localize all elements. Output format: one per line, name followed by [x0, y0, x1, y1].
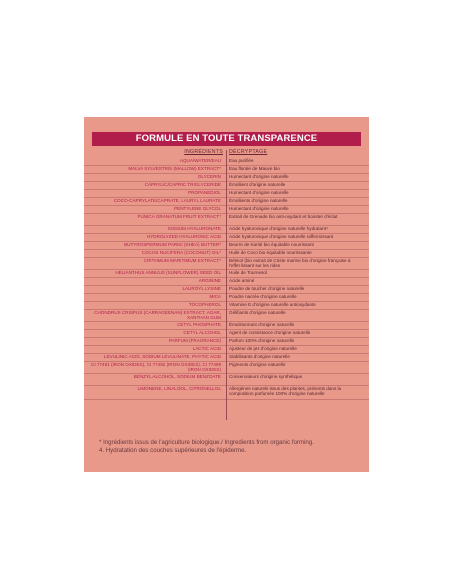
ingredient-name: CETYL ALCOHOL: [183, 329, 221, 335]
ingredient-description: Huile de Tournesol: [229, 269, 267, 275]
ingredient-description: Humectant d'origine naturelle: [229, 205, 289, 211]
ingredient-name: AQUA/WATER/EAU: [179, 157, 221, 163]
ingredient-description: Ajusteur de pH d'origine naturelle: [229, 345, 297, 351]
panel-title: FORMULE EN TOUTE TRANSPARENCE: [92, 132, 361, 146]
ingredient-description: Bétinol (bio extrait de Criste marine bio d'origine française à l'effet lissant sur les rides: [229, 257, 351, 268]
ingredient-description: Émollient d'origine naturelle: [229, 181, 286, 187]
ingredient-name: ARGININE: [198, 277, 221, 283]
ingredient-description: Humectant d'origine naturelle: [229, 173, 289, 179]
ingredient-name: PROPANEDIOL: [188, 189, 221, 195]
ingredient-name: MALVA SYLVESTRIS (MALLOW) EXTRACT*: [128, 165, 221, 171]
ingredient-name: BUTYROSPERMUM PARKII (SHEA) BUTTER*: [124, 241, 221, 247]
ingredient-name: HELIANTHUS ANNUUS (SUNFLOWER) SEED OIL: [115, 269, 221, 275]
ingredient-description: Eau florale de Mauve bio: [229, 165, 280, 171]
ingredient-description: Beurre de Karité bio équitable nourrissant: [229, 241, 314, 247]
ingredient-name: LIMONENE, LINALOOL, CITRONELLOL: [137, 385, 221, 391]
table-row: [84, 385, 369, 400]
ingredient-description: Huile de Coco bio équitable nourrissante: [229, 249, 312, 255]
ingredient-name: CI 77491 (IRON OXIDES), CI 77492 (IRON OXIDES), CI 77499 (IRON OXIDES): [91, 361, 221, 372]
ingredient-name: SODIUM HYALURONATE: [167, 225, 221, 231]
ingredient-name: LACTIC ACID: [192, 345, 221, 351]
ingredient-name: PARFUM (FRAGRANCE): [168, 337, 221, 343]
ingredient-description: Vitamine E d'origine naturelle antioxydante: [229, 301, 316, 307]
ingredient-description: Eau purifiée: [229, 157, 254, 163]
ingredient-description: Humectant d'origine naturelle: [229, 189, 289, 195]
ingredient-description: Poudre nacrée d'origine naturelle: [229, 293, 297, 299]
ingredient-description: Conservateurs d'origine synthétique: [229, 373, 303, 379]
ingredient-name: LEVULINIC ACID, SODIUM LEVULINATE, PHYTIC ACID: [103, 353, 221, 359]
ingredient-name: PENTYLENE GLYCOL: [174, 205, 221, 211]
ingredient-name: MICA: [209, 293, 221, 299]
ingredient-name: CAPRYLIC/CAPRIC TRIGLYCERIDE: [144, 181, 221, 187]
ingredient-name: CHONDRUS CRISPUS (CARRAGEENAN) EXTRACT, AGAR, XANTHAN GUM: [94, 309, 221, 320]
ingredient-name: TOCOPHEROL: [188, 301, 221, 307]
ingredient-description: Extrait de Grenade bio anti-oxydant et booster d'éclat: [229, 213, 338, 219]
ingredient-description: Acide aminé: [229, 277, 255, 283]
formula-panel: [84, 117, 369, 472]
ingredient-name: HYDROLYZED HYALURONIC ACID: [146, 233, 221, 239]
footnote-organic: * Ingrédients issus de l'agriculture biologique./ Ingredients from organic forming.: [99, 439, 314, 446]
ingredient-description: Parfum 100% d'origine naturelle: [229, 337, 295, 343]
ingredient-name: LAUROYL LYSINE: [182, 285, 221, 291]
ingredient-description: Stabilisants d'origine naturelle: [229, 353, 290, 359]
ingredient-name: PUNICA GRANATUM FRUIT EXTRACT*: [137, 213, 221, 219]
ingredient-description: Allergènes naturels issus des plantes, présents dans la composition parfumée 100% d'origine naturelle: [229, 385, 342, 396]
ingredient-description: Pigments d'origine naturelle: [229, 361, 286, 367]
ingredient-description: Poudre de toucher d'origine naturelle: [229, 285, 305, 291]
ingredient-description: Émollients d'origine naturelle: [229, 197, 288, 203]
ingredient-name: CRITHMUM MARITIMUM EXTRACT*: [143, 257, 221, 263]
ingredient-description: Agent de consistance d'origine naturelle: [229, 329, 311, 335]
decryptage-header: DÉCRYPTAGE: [229, 149, 268, 155]
ingredient-description: Acide hyaluronique d'origine naturelle hydratant⁴: [229, 225, 328, 231]
ingredient-name: GLYCERIN: [197, 173, 221, 179]
ingredient-name: CETYL PHOSPHATE: [177, 321, 221, 327]
ingredient-name: COCO-CAPRYLATE/CAPRATE, LAURYL LAURATE: [113, 197, 221, 203]
ingredient-description: Gélifiants d'origine naturelle: [229, 309, 286, 315]
footnote-hydration: 4. Hydratation des couches supérieures de l'épiderme.: [99, 447, 247, 454]
ingredient-description: Acide hyaluronique d'origine naturelle raffermissant: [229, 233, 334, 239]
ingredients-header: INGRÉDIENTS: [184, 149, 223, 155]
ingredient-name: BENZYL ALCOHOL, SODIUM BENZOATE: [133, 373, 221, 379]
ingredient-description: Émulsionnant d'origine naturelle: [229, 321, 295, 327]
ingredient-name: COCOS NUCIFERA (COCONUT) OIL*: [141, 249, 221, 255]
